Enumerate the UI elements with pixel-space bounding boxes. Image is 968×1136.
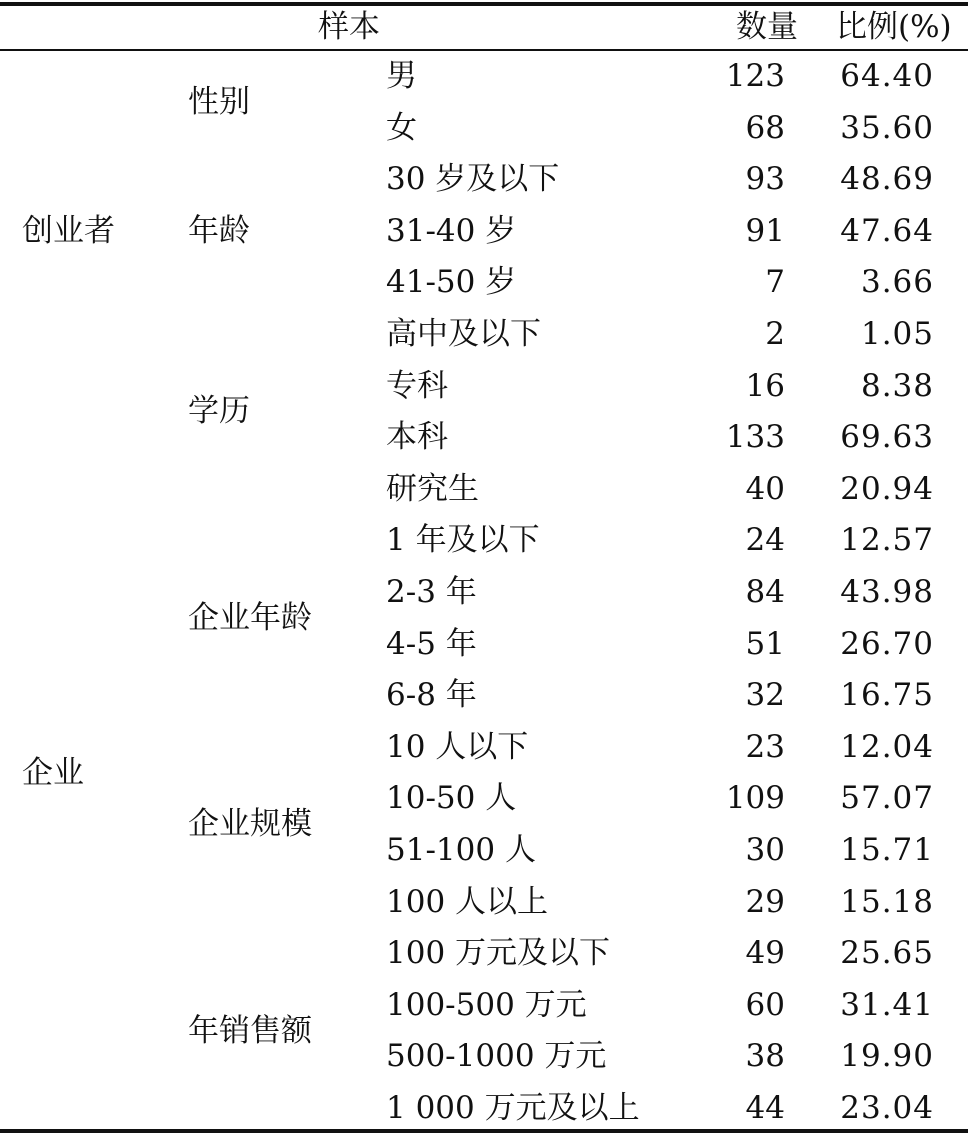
row-item-label: 2-3 年 [386, 574, 477, 610]
header-sample: 样本 [318, 9, 380, 45]
row-count: 24 [745, 522, 785, 559]
row-count: 32 [745, 677, 785, 714]
row-item-label: 男 [386, 58, 417, 94]
row-percent: 15.71 [840, 832, 934, 868]
row-count: 38 [745, 1038, 785, 1075]
row-item-label: 100 万元及以下 [386, 935, 611, 972]
row-percent: 20.94 [840, 470, 934, 507]
row-percent: 43.98 [840, 574, 934, 610]
row-item-label: 100 人以上 [386, 883, 549, 920]
row-count: 109 [725, 780, 785, 817]
row-count: 30 [745, 832, 785, 868]
subgroup-label: 企业年龄 [188, 599, 312, 636]
table-top-rule [0, 2, 968, 6]
row-item-label: 高中及以下 [386, 316, 541, 352]
group-label: 企业 [22, 754, 84, 791]
header-rule [0, 49, 968, 51]
row-percent: 69.63 [840, 419, 934, 456]
row-item-label: 6-8 年 [386, 677, 477, 714]
row-percent: 48.69 [840, 161, 934, 198]
subgroup-label: 性别 [188, 83, 250, 120]
row-item-label: 51-100 人 [386, 832, 536, 868]
row-item-label: 100-500 万元 [386, 986, 587, 1023]
row-count: 16 [745, 367, 785, 404]
row-count: 7 [765, 264, 785, 301]
row-item-label: 10 人以下 [386, 728, 529, 765]
row-item-label: 研究生 [386, 470, 479, 507]
row-item-label: 30 岁及以下 [386, 161, 560, 198]
row-item-label: 4-5 年 [386, 625, 477, 662]
row-count: 68 [745, 109, 785, 146]
row-item-label: 1 年及以下 [386, 522, 540, 559]
row-percent: 1.05 [860, 316, 934, 352]
row-count: 60 [745, 986, 785, 1023]
row-item-label: 500-1000 万元 [386, 1038, 607, 1075]
row-percent: 25.65 [840, 935, 934, 972]
row-count: 29 [745, 883, 785, 920]
row-item-label: 31-40 岁 [386, 212, 517, 249]
row-percent: 64.40 [840, 58, 934, 94]
row-count: 84 [745, 574, 785, 610]
header-ratio: 比例(%) [836, 9, 952, 45]
row-percent: 12.57 [840, 522, 934, 559]
row-percent: 3.66 [860, 264, 934, 301]
row-percent: 8.38 [860, 367, 934, 404]
header-count: 数量 [736, 9, 798, 45]
row-count: 91 [745, 212, 785, 249]
row-percent: 31.41 [840, 986, 934, 1023]
row-percent: 47.64 [840, 212, 934, 249]
table-bottom-rule [0, 1129, 968, 1133]
row-percent: 16.75 [840, 677, 934, 714]
row-item-label: 本科 [386, 419, 448, 456]
row-count: 49 [745, 935, 785, 972]
row-percent: 57.07 [840, 780, 934, 817]
subgroup-label: 年销售额 [188, 1012, 312, 1049]
row-percent: 15.18 [840, 883, 934, 920]
row-percent: 26.70 [840, 625, 934, 662]
row-percent: 23.04 [840, 1090, 934, 1126]
row-percent: 12.04 [840, 728, 934, 765]
subgroup-label: 企业规模 [188, 806, 312, 843]
row-item-label: 专科 [386, 367, 448, 404]
row-item-label: 10-50 人 [386, 780, 517, 817]
row-percent: 19.90 [840, 1038, 934, 1075]
row-count: 133 [725, 419, 785, 456]
row-count: 93 [745, 161, 785, 198]
row-item-label: 女 [386, 109, 417, 146]
subgroup-label: 学历 [188, 393, 250, 430]
row-item-label: 1 000 万元及以上 [386, 1090, 640, 1126]
group-label: 创业者 [22, 212, 115, 249]
row-count: 2 [765, 316, 785, 352]
row-count: 44 [745, 1090, 785, 1126]
row-count: 51 [745, 625, 785, 662]
row-count: 40 [745, 470, 785, 507]
subgroup-label: 年龄 [188, 212, 250, 249]
row-count: 123 [725, 58, 785, 94]
row-count: 23 [745, 728, 785, 765]
row-item-label: 41-50 岁 [386, 264, 517, 301]
row-percent: 35.60 [840, 109, 934, 146]
